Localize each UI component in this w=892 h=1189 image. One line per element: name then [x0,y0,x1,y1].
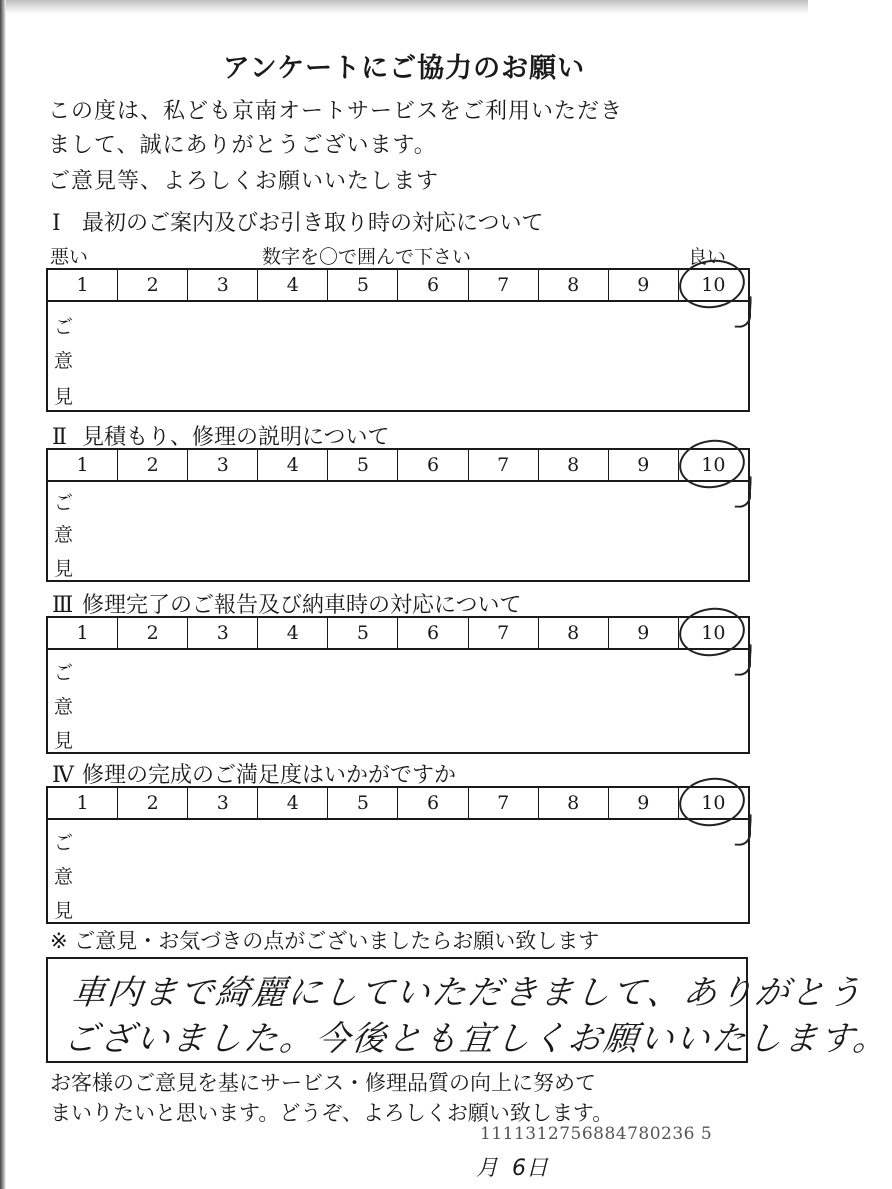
score-8[interactable]: 8 [539,270,609,300]
score-6[interactable]: 6 [398,788,468,818]
scan-edge-left [0,0,6,1189]
section-label: 修理完了のご報告及び納車時の対応について [82,593,522,618]
score-8[interactable]: 8 [539,450,609,480]
comment-area[interactable] [48,650,748,754]
section-label: 最初のご案内及びお引き取り時の対応について [82,211,544,236]
intro-line-2: まして、誠にありがとうございます。 [48,133,437,158]
comment-label-i: 意 [54,866,74,888]
score-5[interactable]: 5 [328,618,398,648]
comment-label-go: ご [54,492,74,514]
rating-block-4 [46,786,750,924]
score-3[interactable]: 3 [188,450,258,480]
section-title-4 [52,758,456,789]
score-10-label: 10 [701,622,726,644]
comment-label-ken: 見 [54,386,74,408]
closing-line-1: お客様のご意見を基にサービス・修理品質の向上に努めて [50,1071,596,1095]
score-6[interactable]: 6 [398,450,468,480]
score-row [48,788,748,820]
comment-label-ken: 見 [54,558,74,580]
comment-label-i: 意 [54,524,74,546]
comment-label-i: 意 [54,696,74,718]
comment-area[interactable] [48,302,748,412]
section-number: Ⅲ [52,593,74,618]
section-number: Ⅳ [52,763,74,788]
score-10[interactable] [679,788,748,818]
comment-label-go: ご [54,662,74,684]
score-2[interactable]: 2 [118,270,188,300]
score-5[interactable]: 5 [328,270,398,300]
score-9[interactable]: 9 [609,788,679,818]
score-4[interactable]: 4 [258,618,328,648]
score-1[interactable]: 1 [48,270,118,300]
score-5[interactable]: 5 [328,450,398,480]
serial-number: 1111312756884780236 5 [480,1124,713,1144]
intro-line-3: ご意見等、よろしくお願いいたします [48,169,440,194]
rating-block-3 [46,616,750,754]
score-7[interactable]: 7 [469,618,539,648]
section-number: Ⅱ [52,425,67,450]
score-3[interactable]: 3 [188,788,258,818]
section-title-1 [52,206,544,237]
comment-area[interactable] [48,482,748,582]
section-number: Ⅰ [52,211,61,236]
score-10-label: 10 [701,454,726,476]
score-2[interactable]: 2 [118,788,188,818]
score-3[interactable]: 3 [188,270,258,300]
score-6[interactable]: 6 [398,270,468,300]
comment-label-go: ご [54,316,74,338]
score-9[interactable]: 9 [609,618,679,648]
score-10-label: 10 [701,274,726,296]
score-row [48,270,748,302]
intro-line-1: この度は、私ども京南オートサービスをご利用いただき [48,99,624,124]
score-2[interactable]: 2 [118,618,188,648]
score-8[interactable]: 8 [539,788,609,818]
comment-label-ken: 見 [54,730,74,752]
score-1[interactable]: 1 [48,450,118,480]
score-4[interactable]: 4 [258,270,328,300]
free-comment-note: ※ ご意見・お気づきの点がございましたらお願い致します [50,929,600,953]
handwritten-day: 6日 [512,1156,548,1181]
scale-bad-label: 悪い [50,246,89,268]
section-label: 修理の完成のご満足度はいかがですか [82,763,457,788]
score-row [48,618,748,650]
scan-edge-top [0,0,808,14]
rating-block-2 [46,448,750,582]
section-title-2 [52,420,390,451]
free-comment-box[interactable] [46,957,892,1063]
score-3[interactable]: 3 [188,618,258,648]
comment-area[interactable] [48,820,748,924]
score-10[interactable] [679,618,748,648]
score-7[interactable]: 7 [469,270,539,300]
score-4[interactable]: 4 [258,788,328,818]
section-title-3 [52,588,522,619]
scale-good-label: 良い [688,246,727,268]
score-4[interactable]: 4 [258,450,328,480]
score-5[interactable]: 5 [328,788,398,818]
score-10[interactable] [679,270,748,300]
score-6[interactable]: 6 [398,618,468,648]
score-row [48,450,748,482]
score-9[interactable]: 9 [609,270,679,300]
scale-instruction: 数字を〇で囲んで下さい [262,246,472,268]
score-8[interactable]: 8 [539,618,609,648]
section-label: 見積もり、修理の説明について [82,425,390,450]
rating-block-1 [46,268,750,412]
score-9[interactable]: 9 [609,450,679,480]
score-10[interactable] [679,450,748,480]
score-1[interactable]: 1 [48,788,118,818]
score-7[interactable]: 7 [469,788,539,818]
closing-line-2: まいりたいと思います。どうぞ、よろしくお願い致します。 [50,1101,614,1125]
handwritten-line-1: 車内まで綺麗にしていただきまして、ありがとう [69,973,866,1013]
page-title: アンケートにご協力のお願い [222,53,586,84]
handwritten-month: 月 [476,1156,499,1181]
score-7[interactable]: 7 [469,450,539,480]
comment-label-i: 意 [54,350,74,372]
handwritten-line-2: ございました。今後とも宜しくお願いいたします。 [61,1019,892,1059]
score-1[interactable]: 1 [48,618,118,648]
comment-label-go: ご [54,832,74,854]
score-10-label: 10 [701,792,726,814]
score-2[interactable]: 2 [118,450,188,480]
comment-label-ken: 見 [54,900,74,922]
